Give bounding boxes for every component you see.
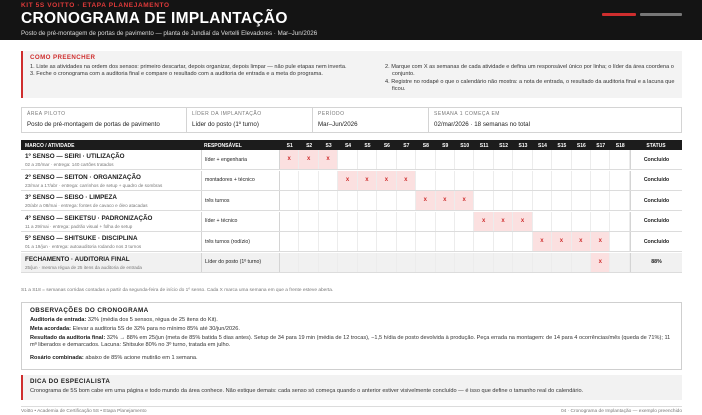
activity-detail: 23/mar a 17/abr · entrega: carrinhos de setup + quadro de sombras bbox=[25, 182, 163, 188]
observation-line bbox=[30, 317, 675, 324]
activity-name: 2º SENSO — SEITON · ORGANIZAÇÃO bbox=[25, 173, 141, 181]
week-cell bbox=[416, 232, 435, 251]
meta-label: ÁREA PILOTO bbox=[27, 111, 66, 117]
status-badge: Concluído bbox=[643, 177, 670, 183]
week-cell bbox=[416, 150, 435, 169]
schedule-row bbox=[21, 191, 682, 211]
week-mark-icon: x bbox=[404, 176, 408, 183]
week-cell bbox=[591, 212, 610, 231]
how-to-fill-right bbox=[385, 64, 675, 94]
week-cell bbox=[299, 191, 318, 210]
week-mark-icon: x bbox=[306, 156, 311, 162]
week-cell bbox=[338, 232, 357, 251]
schedule-row bbox=[21, 253, 682, 273]
week-cell bbox=[397, 253, 416, 272]
schedule-note: S1 a S18 = semanas corridas contadas a partir da segunda-feira de início do 1º senso. Cada X marca uma semana em que a frente esteve aberta. bbox=[21, 288, 334, 293]
meta-value: 02/mar/2026 · 18 semanas no total bbox=[434, 121, 530, 128]
week-cell bbox=[494, 150, 513, 169]
week-cell-active bbox=[436, 191, 455, 210]
week-cell bbox=[533, 212, 552, 231]
status-cell bbox=[630, 253, 682, 272]
responsible-text: três turnos bbox=[205, 197, 230, 204]
week-cell-active bbox=[572, 232, 591, 251]
kit-kicker: KIT 5S VOITTO · ETAPA PLANEJAMENTO bbox=[21, 2, 170, 9]
activity-detail: 01 a 19/jun · entrega: autoauditoria rodando nos 3 turnos bbox=[25, 244, 142, 249]
schedule-row bbox=[21, 171, 682, 191]
week-cell-active bbox=[474, 212, 493, 231]
header-week: S3 bbox=[325, 142, 332, 149]
week-cell bbox=[338, 253, 357, 272]
week-cell-active bbox=[299, 150, 318, 169]
meta-strip bbox=[21, 107, 682, 133]
week-cell bbox=[319, 212, 338, 231]
status-cell bbox=[630, 171, 682, 190]
meta-label: PERÍODO bbox=[318, 111, 345, 117]
week-cell bbox=[474, 171, 493, 190]
week-cell-active bbox=[533, 232, 552, 251]
week-cell bbox=[319, 171, 338, 190]
week-cell bbox=[358, 232, 377, 251]
week-cell bbox=[338, 212, 357, 231]
page-subtitle: Posto de pré-montagem de portas de pavimento — planta de Jundiaí da Vertelli Elevadores · Mar–Jun/2026 bbox=[21, 30, 318, 37]
activity-detail: 20/abr a 08/mai · entrega: fontes de cavaco e óleo atacadas bbox=[25, 203, 148, 208]
week-cell-active bbox=[319, 150, 338, 169]
header-week: S7 bbox=[403, 142, 410, 149]
week-cell bbox=[552, 150, 571, 169]
responsible-cell bbox=[201, 232, 280, 251]
week-cell bbox=[280, 253, 299, 272]
week-cell bbox=[299, 253, 318, 272]
schedule-header bbox=[21, 140, 682, 150]
header-week: S12 bbox=[499, 142, 508, 149]
activity-name: 4º SENSO — SEIKETSU · PADRONIZAÇÃO bbox=[25, 214, 153, 222]
week-mark-icon: x bbox=[481, 217, 486, 224]
week-cell bbox=[319, 253, 338, 272]
meta-value: Mar–Jun/2026 bbox=[318, 121, 358, 128]
week-cell bbox=[474, 150, 493, 169]
week-cell bbox=[610, 253, 629, 272]
header-week: S10 bbox=[460, 142, 470, 149]
status-cell bbox=[630, 150, 682, 169]
week-cell bbox=[610, 212, 629, 231]
status-cell bbox=[630, 212, 682, 231]
how-item: 2. Marque com X as semanas de cada atividade e defina um responsável único por linha; o líder da área coordena o conjunto. bbox=[385, 64, 674, 78]
week-cell bbox=[299, 212, 318, 231]
header-week: S4 bbox=[344, 142, 352, 149]
status-badge: Concluído bbox=[643, 238, 670, 245]
week-cell bbox=[338, 191, 357, 210]
week-mark-icon: x bbox=[345, 176, 350, 183]
week-cell bbox=[533, 150, 552, 169]
header-week: S1 bbox=[286, 142, 293, 149]
observation-label: Auditoria de entrada: bbox=[30, 317, 87, 323]
footer-right: 04 · Cronograma de Implantação — exemplo preenchido bbox=[560, 409, 682, 414]
week-mark-icon: x bbox=[598, 238, 602, 244]
activity-detail: 02 a 20/mar · entrega: 140 cartões tratados bbox=[25, 162, 114, 167]
week-mark-icon: x bbox=[287, 156, 291, 162]
status-badge: Concluído bbox=[643, 197, 670, 204]
how-item: 3. Feche o cronograma com a auditoria final e compare o resultado com a auditoria de entrada e a meta do programa. bbox=[30, 71, 323, 78]
week-mark-icon: x bbox=[579, 238, 583, 244]
week-cell bbox=[358, 150, 377, 169]
header-week: S11 bbox=[479, 142, 489, 149]
week-cell-active bbox=[513, 212, 532, 231]
week-cell bbox=[436, 253, 455, 272]
header-status: STATUS bbox=[646, 142, 666, 149]
week-cell bbox=[280, 212, 299, 231]
responsible-cell bbox=[201, 191, 280, 210]
week-cell bbox=[397, 212, 416, 231]
week-cell bbox=[552, 212, 571, 231]
meta-week-start bbox=[429, 108, 681, 132]
activity-detail: 25/jun · mesma régua de 25 itens da auditoria de entrada bbox=[25, 264, 142, 270]
how-item: 1. Liste as atividades na ordem dos sensos: primeiro descartar, depois organizar, depois limpar — não pule etapas nem inverta. bbox=[30, 64, 347, 70]
week-cell bbox=[338, 150, 357, 169]
week-cell-active bbox=[338, 171, 357, 190]
how-to-fill-left bbox=[30, 64, 355, 79]
week-cell bbox=[513, 253, 532, 272]
week-cell bbox=[397, 232, 416, 251]
meta-value: Líder do posto (1º turno) bbox=[192, 121, 259, 128]
week-cell bbox=[533, 253, 552, 272]
page-header bbox=[0, 0, 702, 40]
week-cell-active bbox=[397, 171, 416, 190]
week-cell bbox=[455, 171, 474, 190]
responsible-cell bbox=[201, 212, 280, 231]
week-cell bbox=[610, 150, 629, 169]
week-cell bbox=[572, 253, 591, 272]
header-week: S13 bbox=[518, 142, 528, 149]
week-cell bbox=[494, 171, 513, 190]
observation-text: 32% (média dos 5 sensos, régua de 25 itens do Kit). bbox=[87, 317, 218, 323]
activity-name: FECHAMENTO · AUDITORIA FINAL bbox=[25, 255, 130, 263]
week-mark-icon: x bbox=[443, 197, 447, 203]
week-cell bbox=[533, 191, 552, 210]
week-cell bbox=[572, 171, 591, 190]
meta-label: LÍDER DA IMPLANTAÇÃO bbox=[192, 111, 262, 117]
status-badge: Concluído bbox=[643, 156, 670, 163]
how-to-fill-title: COMO PREENCHER bbox=[30, 54, 96, 61]
week-cell bbox=[377, 253, 396, 272]
week-cell bbox=[299, 232, 318, 251]
week-cell bbox=[377, 212, 396, 231]
week-cell bbox=[436, 171, 455, 190]
week-mark-icon: x bbox=[559, 238, 564, 244]
week-cell bbox=[397, 191, 416, 210]
status-cell bbox=[630, 191, 682, 210]
week-cell bbox=[358, 191, 377, 210]
week-cell bbox=[358, 212, 377, 231]
expert-tip-title: DICA DO ESPECIALISTA bbox=[30, 378, 111, 385]
week-cell bbox=[513, 150, 532, 169]
week-cell bbox=[610, 191, 629, 210]
week-mark-icon: x bbox=[423, 197, 427, 203]
observation-label: Resultado da auditoria final: bbox=[30, 335, 106, 341]
week-cell bbox=[436, 150, 455, 169]
week-cell bbox=[416, 253, 435, 272]
week-cell bbox=[280, 171, 299, 190]
week-cell-active bbox=[280, 150, 299, 169]
week-cell bbox=[416, 212, 435, 231]
header-accent-bar-gray bbox=[640, 13, 682, 16]
week-cell bbox=[377, 191, 396, 210]
observations-title: OBSERVAÇÕES DO CRONOGRAMA bbox=[30, 307, 149, 314]
page-title: CRONOGRAMA DE IMPLANTAÇÃO bbox=[21, 10, 288, 27]
week-cell bbox=[552, 191, 571, 210]
observation-line bbox=[30, 335, 675, 349]
observation-line bbox=[30, 326, 675, 333]
week-cell bbox=[358, 253, 377, 272]
week-cell-active bbox=[591, 232, 610, 251]
page-footer bbox=[21, 406, 682, 414]
week-cell bbox=[572, 150, 591, 169]
week-cell bbox=[610, 171, 629, 190]
week-mark-icon: x bbox=[462, 197, 466, 203]
activity-name: 5º SENSO — SHITSUKE · DISCIPLINA bbox=[25, 235, 138, 242]
week-cell-active bbox=[494, 212, 513, 231]
week-cell bbox=[455, 150, 474, 169]
responsible-text: líder + técnico bbox=[205, 218, 238, 224]
header-week: S9 bbox=[442, 142, 449, 149]
week-cell bbox=[572, 191, 591, 210]
header-week: S2 bbox=[306, 142, 313, 149]
week-cell bbox=[280, 232, 299, 251]
observation-label: Meta acordada: bbox=[30, 326, 72, 332]
header-week: S14 bbox=[537, 142, 547, 149]
week-cell bbox=[436, 232, 455, 251]
activity-name: 3º SENSO — SEISO · LIMPEZA bbox=[25, 194, 117, 201]
week-cell bbox=[591, 191, 610, 210]
week-cell bbox=[377, 232, 396, 251]
week-mark-icon: x bbox=[384, 176, 389, 183]
week-cell bbox=[455, 212, 474, 231]
week-cell bbox=[436, 212, 455, 231]
header-week: S17 bbox=[596, 142, 606, 149]
observation-label: Rosário combinada: bbox=[30, 355, 84, 361]
schedule-row bbox=[21, 232, 682, 252]
week-mark-icon: x bbox=[540, 238, 544, 244]
meta-period bbox=[313, 108, 429, 132]
week-mark-icon: x bbox=[365, 176, 369, 183]
week-cell bbox=[455, 232, 474, 251]
week-cell bbox=[397, 150, 416, 169]
week-cell bbox=[299, 171, 318, 190]
schedule-row bbox=[21, 150, 682, 170]
header-week: S15 bbox=[557, 142, 567, 149]
footer-left: Voitto • Academia de Certificação 5S • Etapa Planejamento bbox=[21, 409, 147, 414]
responsible-cell bbox=[201, 150, 280, 169]
week-cell bbox=[494, 232, 513, 251]
observation-line bbox=[30, 355, 675, 362]
week-cell bbox=[610, 232, 629, 251]
week-cell bbox=[552, 253, 571, 272]
meta-value: Posto de pré-montagem de portas de pavimento bbox=[27, 121, 160, 128]
week-cell-active bbox=[416, 191, 435, 210]
header-responsible: RESPONSÁVEL bbox=[204, 142, 242, 149]
meta-leader bbox=[187, 108, 313, 132]
week-cell bbox=[513, 171, 532, 190]
week-cell-active bbox=[591, 253, 610, 272]
week-cell bbox=[377, 150, 396, 169]
week-cell bbox=[513, 191, 532, 210]
responsible-text: três turnos (rodízio) bbox=[205, 238, 250, 245]
activity-detail: 11 a 29/mai · entrega: padrão visual + folha de setup bbox=[25, 223, 133, 229]
status-badge: Concluído bbox=[643, 218, 670, 224]
observation-text: abaixo de 85% acione mutirão em 1 semana. bbox=[85, 355, 198, 361]
header-week: S8 bbox=[422, 142, 429, 149]
header-week: S5 bbox=[364, 142, 371, 149]
how-to-fill-box bbox=[21, 51, 682, 98]
meta-label: SEMANA 1 COMEÇA EM bbox=[434, 111, 500, 117]
week-cell-active bbox=[377, 171, 396, 190]
week-cell bbox=[319, 232, 338, 251]
status-badge: 88% bbox=[651, 259, 662, 265]
week-cell-active bbox=[552, 232, 571, 251]
observation-text: 32% → 88% em 25/jun (meta de 85% batida 5 dias antes). Setup de 34 para 19 min (média de 12 trocas), −1,5 h/dia de posto devolvida à produção. Peça errada na montagem: de 14 para 4 ocorrências/mês (queda de 71%); 11 mª liberados e demarcados. Lacuna: Shitsuke 80% no 3º turno, tratada em julho. bbox=[30, 335, 671, 349]
week-cell bbox=[591, 150, 610, 169]
week-cell bbox=[319, 191, 338, 210]
week-mark-icon: x bbox=[520, 217, 525, 224]
week-cell bbox=[494, 191, 513, 210]
responsible-text: montadores + técnico bbox=[205, 177, 255, 183]
meta-area bbox=[22, 108, 187, 132]
week-cell bbox=[474, 191, 493, 210]
week-cell bbox=[280, 191, 299, 210]
week-mark-icon: x bbox=[501, 217, 505, 224]
week-cell-active bbox=[358, 171, 377, 190]
week-cell bbox=[494, 253, 513, 272]
week-cell bbox=[591, 171, 610, 190]
responsible-cell bbox=[201, 171, 280, 190]
week-cell bbox=[474, 253, 493, 272]
responsible-cell bbox=[201, 253, 280, 272]
responsible-text: Líder do posto (1º turno) bbox=[205, 259, 262, 265]
observations-box bbox=[21, 302, 682, 370]
schedule-row bbox=[21, 212, 682, 232]
week-cell bbox=[416, 171, 435, 190]
activity-name: 1º SENSO — SEIRI · UTILIZAÇÃO bbox=[25, 153, 125, 160]
week-cell bbox=[455, 253, 474, 272]
header-week: S16 bbox=[576, 142, 586, 149]
header-accent-bar bbox=[602, 13, 636, 16]
week-cell bbox=[533, 171, 552, 190]
week-cell-active bbox=[455, 191, 474, 210]
header-activity: MARCO / ATIVIDADE bbox=[25, 142, 75, 149]
week-cell bbox=[552, 171, 571, 190]
observation-text: Elevar a auditoria 5S de 32% para no mínimo 85% até 30/jun/2026. bbox=[72, 326, 240, 332]
responsible-text: líder + engenharia bbox=[205, 156, 247, 163]
week-mark-icon: x bbox=[326, 156, 330, 162]
expert-tip-box bbox=[21, 375, 682, 400]
week-mark-icon: x bbox=[598, 258, 602, 265]
week-cell bbox=[474, 232, 493, 251]
week-cell bbox=[513, 232, 532, 251]
week-cell bbox=[572, 212, 591, 231]
how-item: 4. Registre no rodapé o que o calendário não mostra: a nota de entrada, o resultado da auditoria final e a lacuna que ficou. bbox=[385, 78, 675, 93]
expert-tip-text: Cronograma de 5S bom cabe em uma página e todo mundo da área conhece. Não estique demais: cada senso só começa quando o anterior estiver visivelmente concluído — é isso que define o tamanho real do calendário. bbox=[30, 388, 584, 394]
status-cell bbox=[630, 232, 682, 251]
header-week: S6 bbox=[383, 142, 390, 149]
header-week: S18 bbox=[615, 142, 625, 149]
